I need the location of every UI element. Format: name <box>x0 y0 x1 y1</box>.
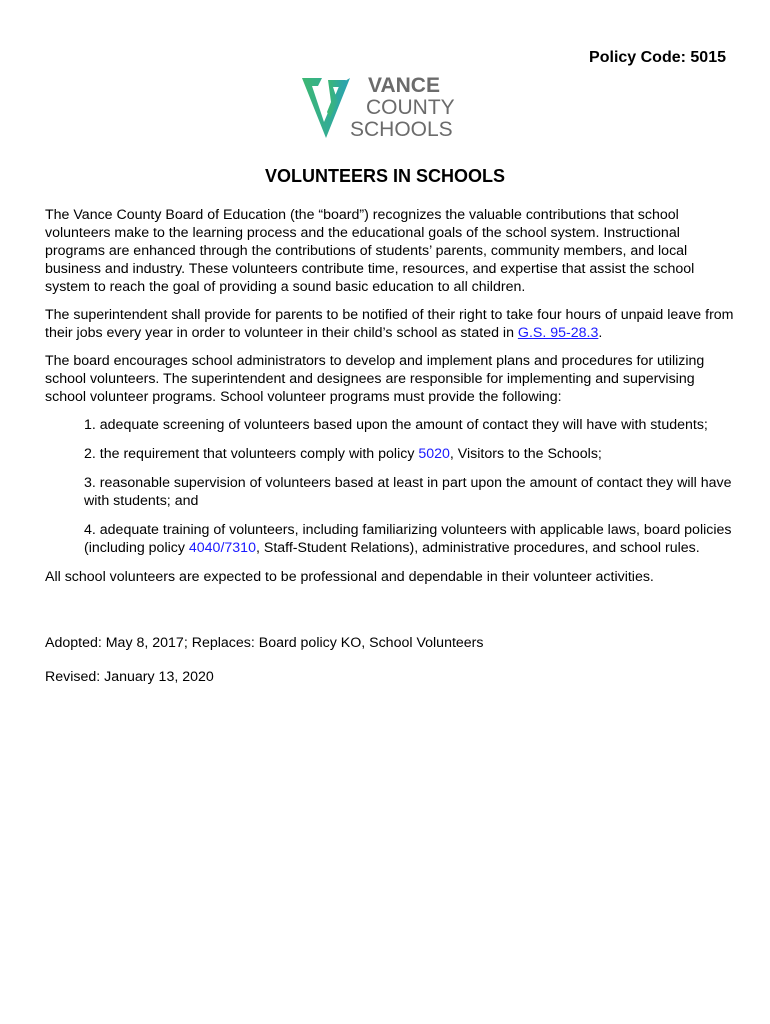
adopted-line: Adopted: May 8, 2017; Replaces: Board policy KO, School Volunteers <box>45 635 484 651</box>
item-text: , Visitors to the Schools; <box>449 446 602 462</box>
list-item: 3. reasonable supervision of volunteers based at least in part upon the amount of contact they will have with students; and <box>84 475 732 509</box>
policy-4040-link[interactable]: 4040/7310 <box>188 540 256 556</box>
paragraph-intro: The Vance County Board of Education (the “board”) recognizes the valuable contributions that school volunteers make to the learning process and the educational goals of the school system. Instructional programs are enhanced through the contributions of students’ parents, community members, and local business and industry. These volunteers contribute time, resources, and expertise that assist the school system to reach the goal of providing a sound basic education to all children. <box>45 207 695 295</box>
item-text: , Staff-Student Relations), administrative procedures, and school rules. <box>255 540 700 556</box>
paragraph-leave <box>45 306 735 342</box>
vance-county-schools-logo <box>300 70 470 142</box>
document-body <box>45 206 735 696</box>
policy-code: Policy Code: 5015 <box>589 49 726 66</box>
policy-5020-link[interactable]: 5020 <box>418 446 450 462</box>
revised-line: Revised: January 13, 2020 <box>45 669 214 685</box>
paragraph-text: The superintendent shall provide for parents to be notified of their right to take four hours of unpaid leave from their jobs every year in order to volunteer in their child’s school as stated in <box>45 307 734 341</box>
svg-text:COUNTY: COUNTY <box>366 96 455 119</box>
item-text: 4. adequate training of volunteers, including familiarizing volunteers with applicable laws, board policies (including policy <box>84 522 732 556</box>
list-item: 1. adequate screening of volunteers based upon the amount of contact they will have with students; <box>84 417 708 433</box>
gs-statute-link[interactable]: G.S. 95-28.3 <box>517 325 599 341</box>
list-item <box>84 445 735 463</box>
svg-text:VANCE: VANCE <box>368 74 440 97</box>
paragraph-expectations: All school volunteers are expected to be professional and dependable in their volunteer activities. <box>45 569 654 585</box>
paragraph-end: . <box>598 325 603 341</box>
document-title: VOLUNTEERS IN SCHOOLS <box>264 166 506 186</box>
svg-text:SCHOOLS: SCHOOLS <box>350 118 453 141</box>
list-item <box>84 521 735 557</box>
paragraph-plans: The board encourages school administrators to develop and implement plans and procedures for utilizing school volunteers. The superintendent and designees are responsible for implementing and supervising school volunteer programs. School volunteer programs must provide the following: <box>45 353 705 405</box>
item-text: 2. the requirement that volunteers comply with policy <box>84 446 419 462</box>
